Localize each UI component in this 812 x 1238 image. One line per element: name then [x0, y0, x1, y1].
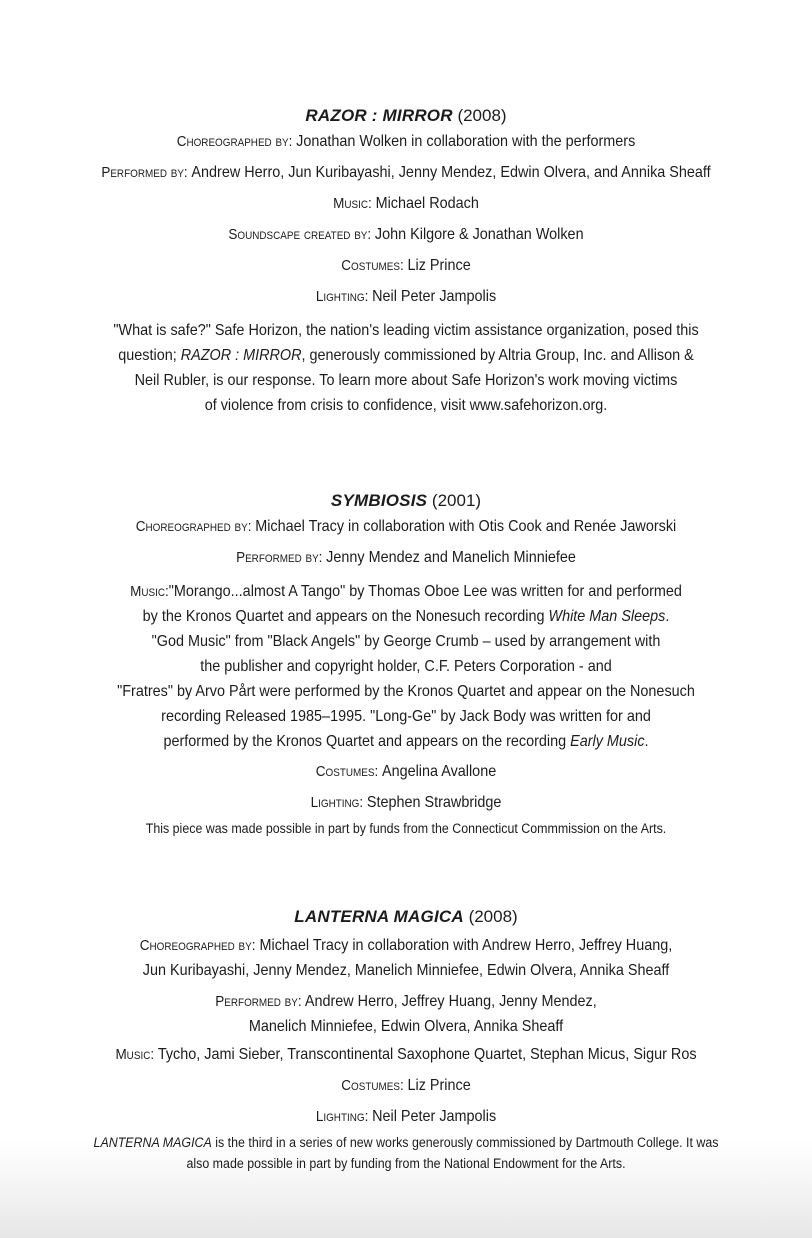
choreographed-label: Choreographed by: [176, 133, 297, 150]
music-line: "God Music" from "Black Angels" by George Crumb – used by arrangement with [151, 633, 661, 650]
choreographed-line: Jun Kuribayashi, Jenny Mendez, Manelich Minniefee, Edwin Olvera, Annika Sheaff [142, 962, 670, 979]
description-italic-title: RAZOR : MIRROR [180, 347, 302, 364]
piece-title: RAZOR : MIRROR [305, 106, 453, 125]
lighting-value: Neil Peter Jampolis [372, 288, 497, 305]
soundscape-value: John Kilgore & Jonathan Wolken [374, 226, 584, 243]
choreographed-credit [41, 517, 772, 537]
funding-note: This piece was made possible in part by funds from the Connecticut Commmission on the Arts. [145, 821, 667, 836]
music-line [59, 579, 754, 604]
piece-description [41, 318, 772, 418]
performed-label: Performed by: [101, 164, 192, 181]
choreographed-value: Michael Tracy in collaboration with Otis Cook and Renée Jaworski [255, 518, 677, 535]
soundscape-credit [41, 225, 772, 245]
music-line: "Fratres" by Arvo Pårt were performed by the Kronos Quartet and appear on the Nonesuch [117, 683, 695, 700]
choreographed-label: Choreographed by: [135, 518, 256, 535]
note-text: is the third in a series of new works generously commissioned by Dartmouth College. It was [211, 1135, 719, 1150]
performed-value: Jenny Mendez and Manelich Minniefee [326, 549, 576, 566]
costumes-label: Costumes: [341, 1077, 408, 1094]
choreographed-value: Jonathan Wolken in collaboration with the performers [296, 133, 636, 150]
piece-year: (2001) [431, 491, 482, 510]
description-line: Neil Rubler, is our response. To learn more about Safe Horizon's work moving victims [134, 372, 678, 389]
music-text: "Morango...almost A Tango" by Thomas Oboe Lee was written for and performed [168, 583, 682, 600]
lighting-value: Neil Peter Jampolis [372, 1108, 497, 1125]
piece-title-line [0, 907, 812, 927]
performed-line: Manelich Minniefee, Edwin Olvera, Annika Sheaff [248, 1018, 564, 1035]
costumes-value: Angelina Avallone [381, 763, 497, 780]
note-line: also made possible in part by funding from the National Endowment for the Arts. [186, 1156, 626, 1171]
description-text: question; [118, 347, 181, 364]
music-credit [41, 579, 772, 754]
performed-credit [41, 163, 772, 183]
music-text: . [644, 733, 649, 750]
choreographed-label: Choreographed by: [139, 937, 256, 954]
costumes-value: Liz Prince [407, 257, 471, 274]
music-text: by the Kronos Quartet and appears on the Nonesuch recording [142, 608, 549, 625]
music-line [59, 604, 754, 629]
lighting-credit [41, 1107, 772, 1127]
description-text: , generously commissioned by Altria Group, Inc. and Allison & [301, 347, 694, 364]
choreographed-line [59, 933, 754, 958]
music-line: the publisher and copyright holder, C.F. Peters Corporation - and [200, 658, 612, 675]
commission-note [32, 1132, 779, 1174]
piece-title: LANTERNA MAGICA [294, 907, 464, 926]
choreographed-credit [41, 933, 772, 983]
music-italic-album: White Man Sleeps [548, 608, 666, 625]
lighting-label: Lighting: [315, 288, 373, 305]
soundscape-label: Soundscape created by: [228, 226, 375, 243]
performed-credit [41, 989, 772, 1039]
performed-line [59, 989, 754, 1014]
costumes-credit [41, 762, 772, 782]
music-line: recording Released 1985–1995. "Long-Ge" by Jack Body was written for and [161, 708, 651, 725]
lighting-label: Lighting: [315, 1108, 373, 1125]
note-line [69, 1132, 742, 1153]
music-text: . [665, 608, 670, 625]
costumes-credit [41, 1076, 772, 1096]
piece-title-line [0, 491, 812, 511]
lighting-credit [41, 287, 772, 307]
piece-year: (2008) [468, 907, 518, 926]
lighting-label: Lighting: [310, 794, 367, 811]
choreographed-value: Michael Tracy in collaboration with Andrew Herro, Jeffrey Huang, [259, 937, 673, 954]
performed-value: Andrew Herro, Jeffrey Huang, Jenny Mendez, [304, 993, 597, 1010]
choreographed-credit [41, 132, 772, 152]
description-line: "What is safe?" Safe Horizon, the nation's leading victim assistance organization, posed this [113, 322, 699, 339]
piece-razor-mirror [0, 106, 812, 418]
performed-credit [41, 548, 772, 568]
costumes-credit [41, 256, 772, 276]
piece-lanterna-magica [0, 907, 812, 1174]
music-label: Music: [130, 583, 169, 600]
costumes-value: Liz Prince [407, 1077, 471, 1094]
piece-title: SYMBIOSIS [330, 491, 428, 510]
music-credit [41, 1045, 772, 1065]
piece-title-line [0, 106, 812, 126]
description-line [59, 343, 754, 368]
performed-value: Andrew Herro, Jun Kuribayashi, Jenny Mendez, Edwin Olvera, and Annika Sheaff [191, 164, 711, 181]
music-credit [41, 194, 772, 214]
music-value: Michael Rodach [375, 195, 479, 212]
performed-label: Performed by: [236, 549, 327, 566]
lighting-value: Stephen Strawbridge [366, 794, 502, 811]
description-line: of violence from crisis to confidence, visit www.safehorizon.org. [204, 397, 608, 414]
lighting-credit [41, 793, 772, 813]
music-label: Music: [115, 1046, 158, 1063]
costumes-label: Costumes: [341, 257, 408, 274]
costumes-label: Costumes: [315, 763, 382, 780]
music-line [59, 729, 754, 754]
performed-label: Performed by: [215, 993, 302, 1010]
music-value: Tycho, Jami Sieber, Transcontinental Saxophone Quartet, Stephan Micus, Sigur Ros [157, 1046, 697, 1063]
piece-symbiosis [0, 491, 812, 839]
music-italic-album: Early Music [570, 733, 645, 750]
music-label: Music: [333, 195, 376, 212]
piece-year: (2008) [457, 106, 507, 125]
note-italic-title: LANTERNA MAGICA [93, 1135, 212, 1150]
music-text: performed by the Kronos Quartet and appears on the recording [163, 733, 571, 750]
